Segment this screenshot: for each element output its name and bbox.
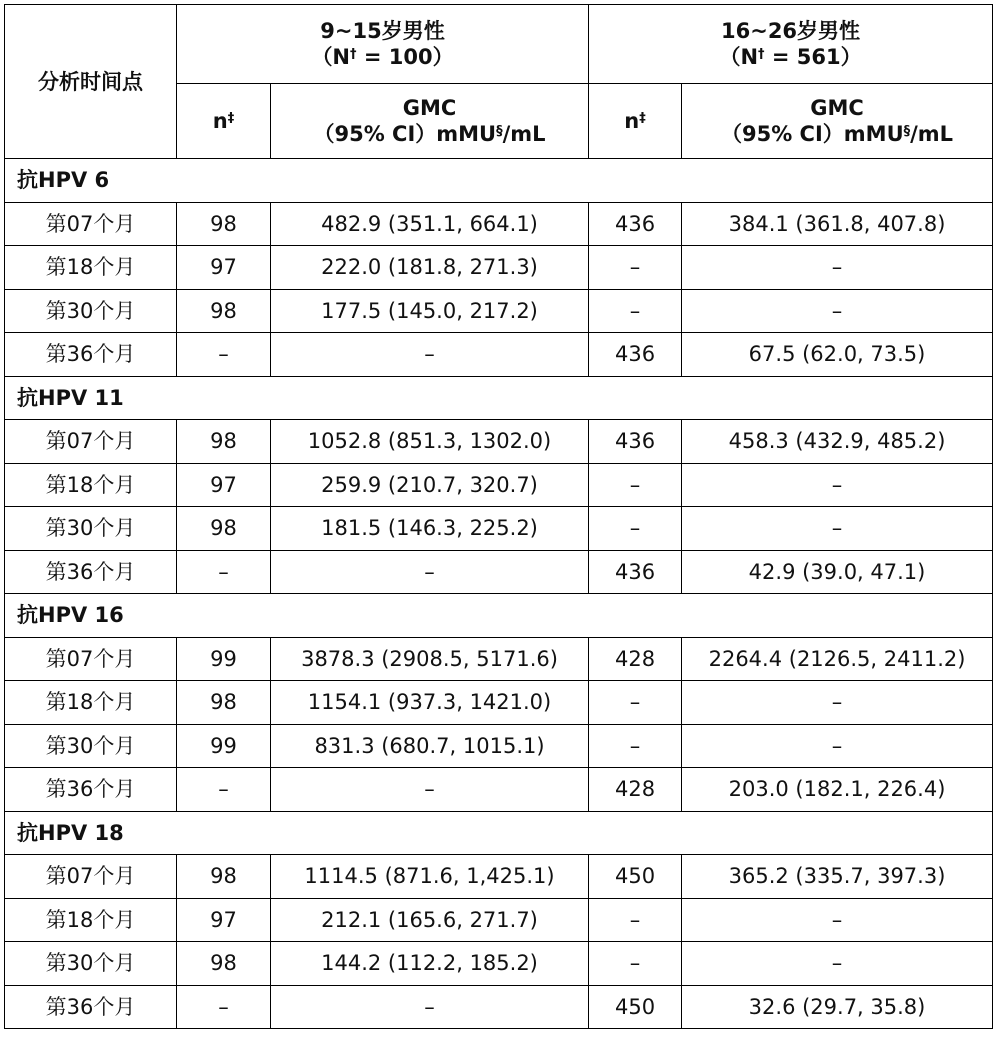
gmc-cell-group2: – [682, 681, 993, 725]
gmc-cell-group1: 831.3 (680.7, 1015.1) [271, 724, 589, 768]
n-cell-group1: 98 [177, 420, 271, 464]
group2-header [589, 5, 993, 84]
timepoint-cell: 第07个月 [5, 855, 177, 899]
n-cell-group2: – [589, 507, 682, 551]
table-row [5, 333, 993, 377]
n-cell-group1: 98 [177, 681, 271, 725]
table-row [5, 202, 993, 246]
gmc-cell-group2: 365.2 (335.7, 397.3) [682, 855, 993, 899]
table-row [5, 637, 993, 681]
n-cell-group1: – [177, 985, 271, 1029]
gmc-cell-group2: 32.6 (29.7, 35.8) [682, 985, 993, 1029]
timepoint-cell: 第07个月 [5, 420, 177, 464]
table-row [5, 420, 993, 464]
section-title: 抗HPV 16 [5, 594, 993, 638]
n-cell-group1: 98 [177, 202, 271, 246]
gmc-cell-group2: 203.0 (182.1, 226.4) [682, 768, 993, 812]
gmc-cell-group2: – [682, 724, 993, 768]
n-cell-group2: – [589, 681, 682, 725]
group1-count: （N† = 100） [311, 45, 454, 69]
group1-title: 9~15岁男性 [320, 19, 445, 43]
table-row [5, 855, 993, 899]
timepoint-cell: 第18个月 [5, 463, 177, 507]
table-row [5, 898, 993, 942]
n-cell-group2: – [589, 246, 682, 290]
table-row [5, 724, 993, 768]
n-cell-group1: 98 [177, 507, 271, 551]
n-cell-group2: – [589, 942, 682, 986]
table-row [5, 550, 993, 594]
gmc-cell-group1: 259.9 (210.7, 320.7) [271, 463, 589, 507]
gmc-cell-group2: – [682, 463, 993, 507]
timepoint-cell: 第36个月 [5, 333, 177, 377]
n-cell-group2: 428 [589, 768, 682, 812]
n-cell-group1: – [177, 768, 271, 812]
n-header-group2: n‡ [589, 84, 682, 159]
timepoint-cell: 第36个月 [5, 985, 177, 1029]
n-cell-group1: 97 [177, 463, 271, 507]
timepoint-cell: 第36个月 [5, 550, 177, 594]
gmc-header-group2: GMC （95% CI）mMU§/mL [682, 84, 993, 159]
n-cell-group1: 99 [177, 724, 271, 768]
n-cell-group1: 97 [177, 898, 271, 942]
timepoint-cell: 第30个月 [5, 507, 177, 551]
gmc-cell-group1: 3878.3 (2908.5, 5171.6) [271, 637, 589, 681]
n-cell-group1: 98 [177, 289, 271, 333]
timepoint-header: 分析时间点 [5, 5, 177, 159]
table-row [5, 985, 993, 1029]
gmc-cell-group1: – [271, 985, 589, 1029]
table-row [5, 463, 993, 507]
group1-header [177, 5, 589, 84]
table-row [5, 681, 993, 725]
timepoint-cell: 第30个月 [5, 942, 177, 986]
gmc-cell-group1: 222.0 (181.8, 271.3) [271, 246, 589, 290]
timepoint-cell: 第36个月 [5, 768, 177, 812]
timepoint-cell: 第07个月 [5, 637, 177, 681]
section-row [5, 594, 993, 638]
gmc-cell-group2: – [682, 289, 993, 333]
n-cell-group2: – [589, 289, 682, 333]
n-cell-group2: 436 [589, 333, 682, 377]
n-cell-group2: 428 [589, 637, 682, 681]
gmc-cell-group1: 177.5 (145.0, 217.2) [271, 289, 589, 333]
n-cell-group2: 436 [589, 202, 682, 246]
timepoint-cell: 第07个月 [5, 202, 177, 246]
section-row [5, 376, 993, 420]
gmc-cell-group2: 2264.4 (2126.5, 2411.2) [682, 637, 993, 681]
n-cell-group2: – [589, 724, 682, 768]
gmc-cell-group2: 42.9 (39.0, 47.1) [682, 550, 993, 594]
n-cell-group2: 450 [589, 855, 682, 899]
gmc-cell-group1: 144.2 (112.2, 185.2) [271, 942, 589, 986]
group2-title: 16~26岁男性 [721, 19, 861, 43]
n-cell-group1: 98 [177, 942, 271, 986]
n-cell-group1: – [177, 550, 271, 594]
gmc-cell-group1: 1052.8 (851.3, 1302.0) [271, 420, 589, 464]
gmc-cell-group1: – [271, 550, 589, 594]
n-cell-group2: – [589, 463, 682, 507]
gmc-header-group1: GMC （95% CI）mMU§/mL [271, 84, 589, 159]
gmc-cell-group2: – [682, 507, 993, 551]
n-cell-group2: 436 [589, 550, 682, 594]
section-title: 抗HPV 11 [5, 376, 993, 420]
n-header-group1: n‡ [177, 84, 271, 159]
table-row [5, 942, 993, 986]
timepoint-cell: 第18个月 [5, 246, 177, 290]
gmc-cell-group2: – [682, 246, 993, 290]
n-cell-group2: 450 [589, 985, 682, 1029]
gmc-cell-group2: 67.5 (62.0, 73.5) [682, 333, 993, 377]
timepoint-cell: 第30个月 [5, 724, 177, 768]
gmc-cell-group1: 181.5 (146.3, 225.2) [271, 507, 589, 551]
gmc-cell-group1: – [271, 768, 589, 812]
section-title: 抗HPV 6 [5, 159, 993, 203]
table-row [5, 768, 993, 812]
gmc-cell-group1: 1154.1 (937.3, 1421.0) [271, 681, 589, 725]
table-header [5, 5, 993, 159]
gmc-cell-group1: – [271, 333, 589, 377]
gmc-table [4, 4, 993, 1029]
section-row [5, 811, 993, 855]
gmc-cell-group2: – [682, 942, 993, 986]
gmc-cell-group2: – [682, 898, 993, 942]
n-cell-group1: 99 [177, 637, 271, 681]
timepoint-cell: 第18个月 [5, 681, 177, 725]
n-cell-group1: 97 [177, 246, 271, 290]
gmc-cell-group2: 384.1 (361.8, 407.8) [682, 202, 993, 246]
n-cell-group1: 98 [177, 855, 271, 899]
timepoint-cell: 第30个月 [5, 289, 177, 333]
table-body [5, 159, 993, 1029]
section-row [5, 159, 993, 203]
n-cell-group1: – [177, 333, 271, 377]
gmc-cell-group1: 1114.5 (871.6, 1,425.1) [271, 855, 589, 899]
gmc-cell-group2: 458.3 (432.9, 485.2) [682, 420, 993, 464]
timepoint-cell: 第18个月 [5, 898, 177, 942]
n-cell-group2: – [589, 898, 682, 942]
table-row [5, 246, 993, 290]
n-cell-group2: 436 [589, 420, 682, 464]
section-title: 抗HPV 18 [5, 811, 993, 855]
gmc-cell-group1: 212.1 (165.6, 271.7) [271, 898, 589, 942]
gmc-cell-group1: 482.9 (351.1, 664.1) [271, 202, 589, 246]
table-row [5, 507, 993, 551]
group2-count: （N† = 561） [719, 45, 862, 69]
table-row [5, 289, 993, 333]
